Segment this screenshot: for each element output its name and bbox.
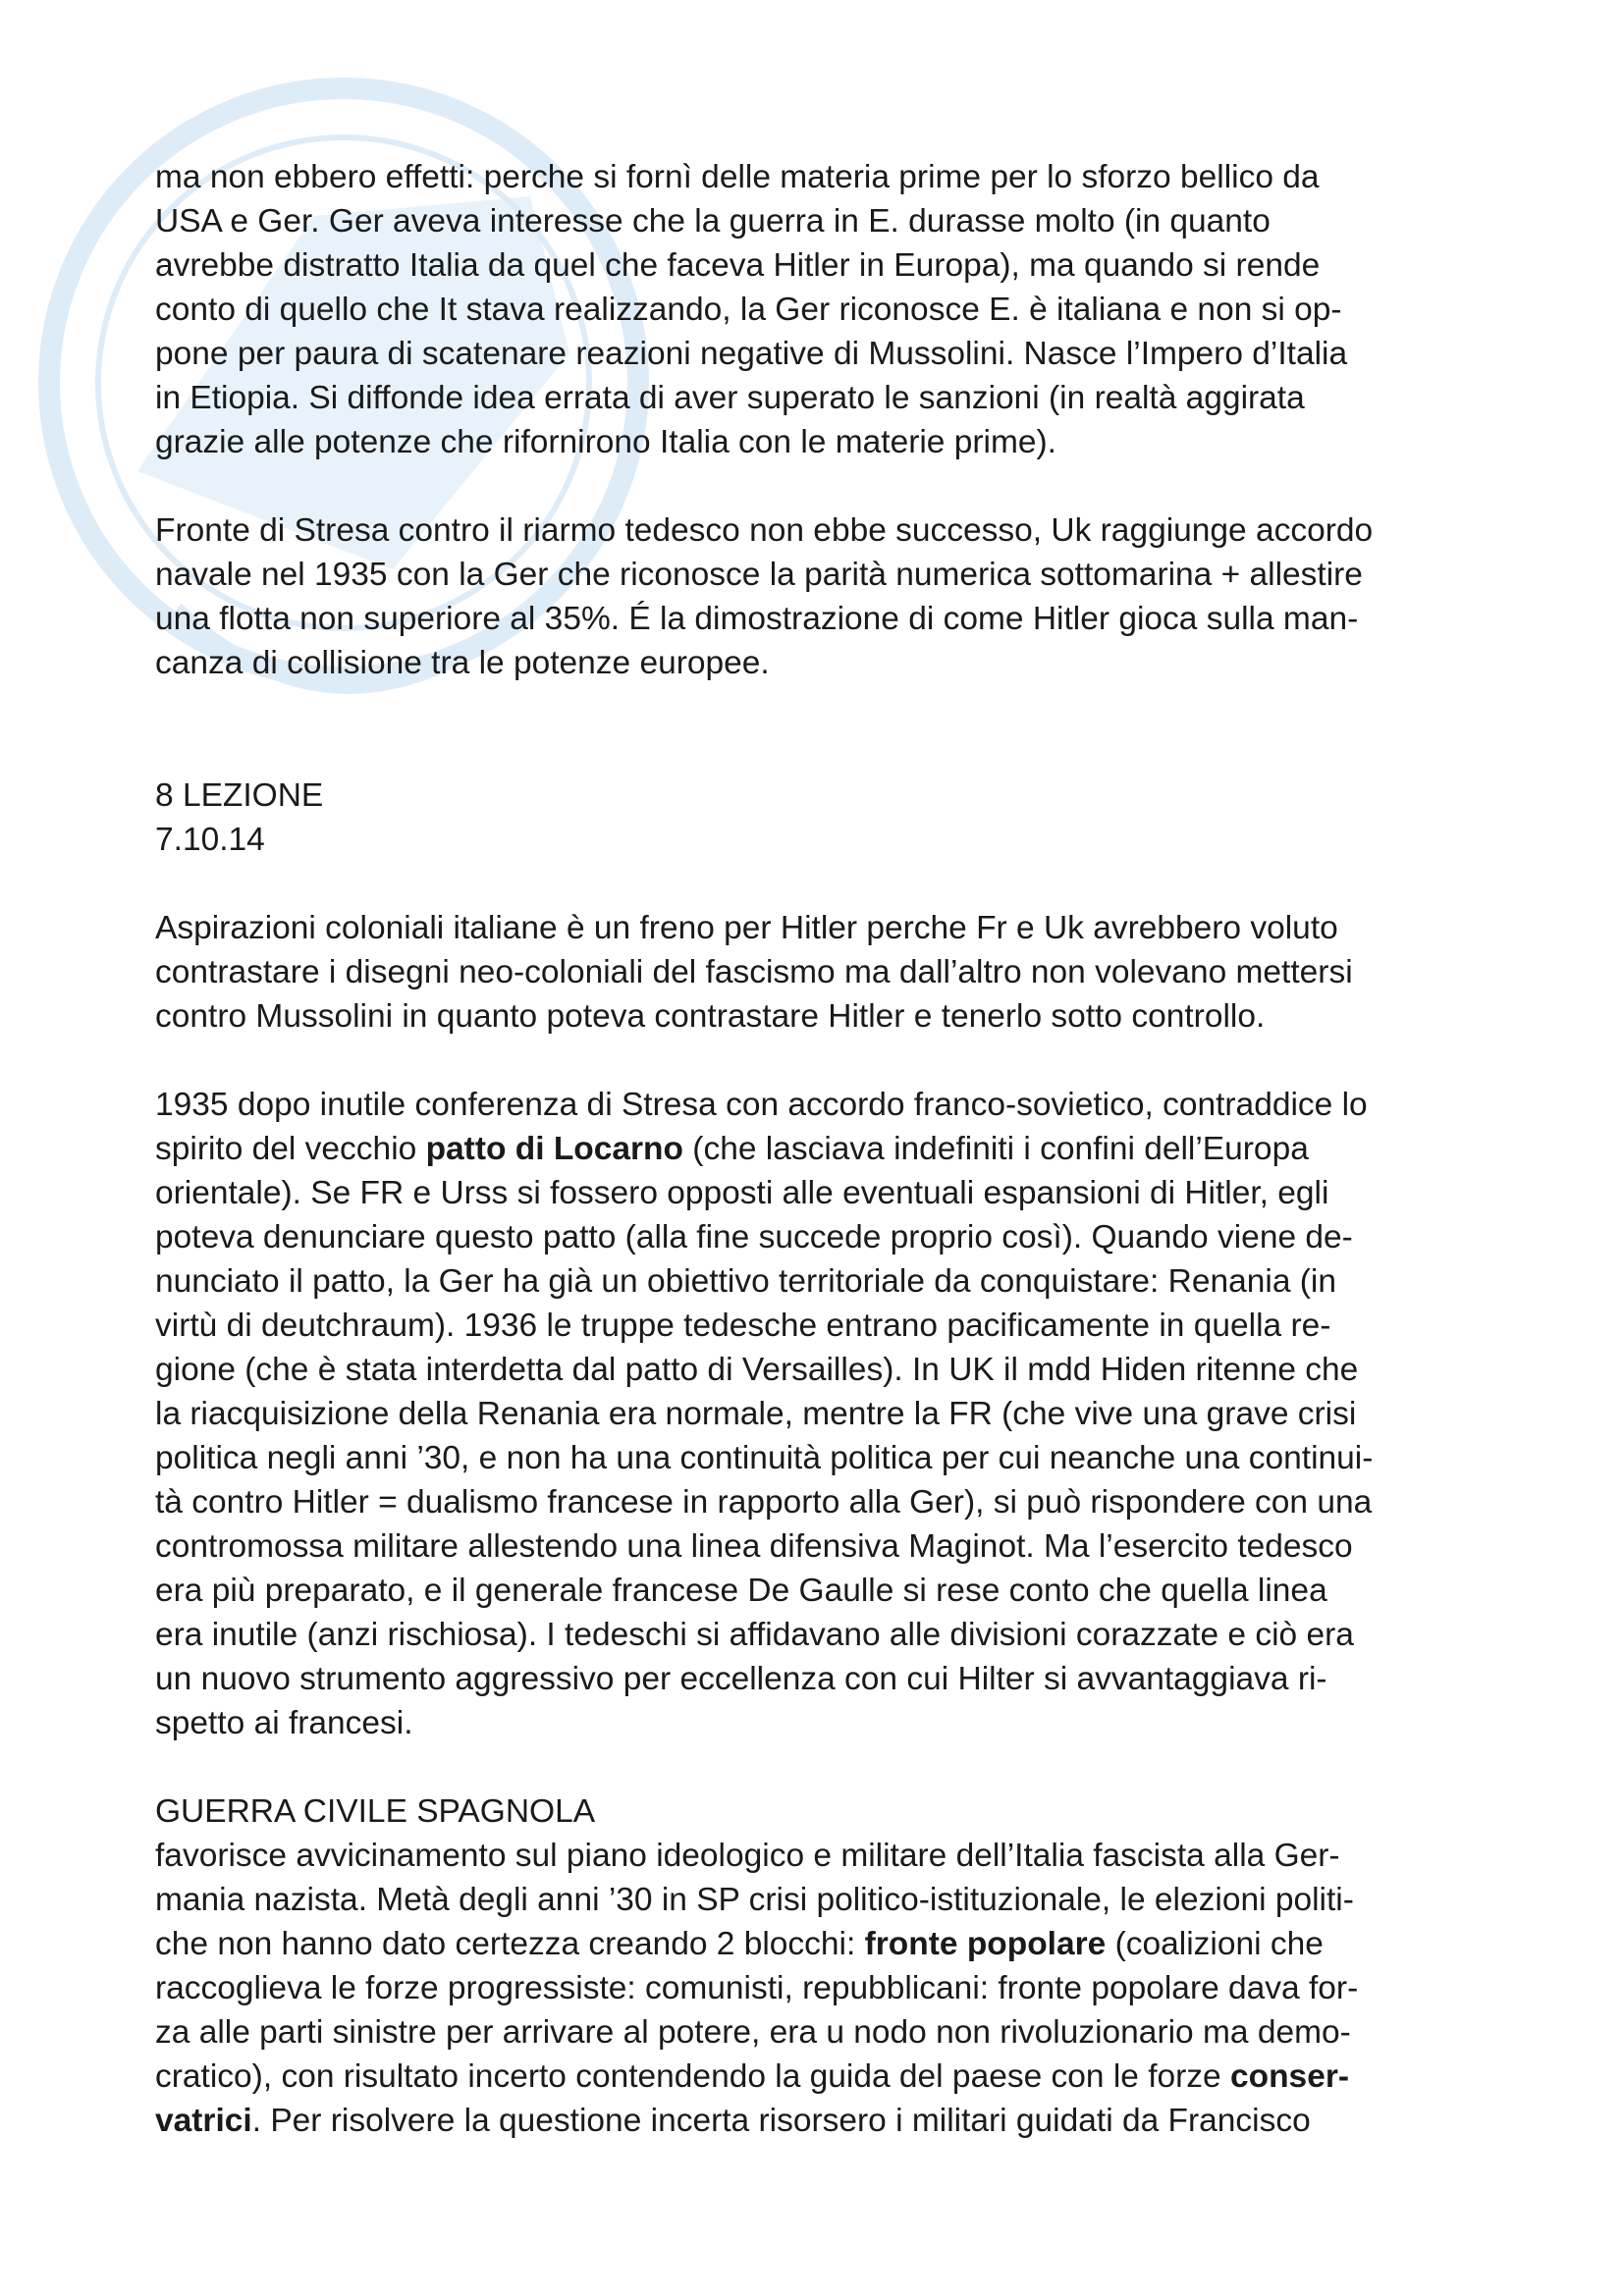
text-line: un nuovo strumento aggressivo per eccellenza con cui Hilter si avvantaggiava ri-	[155, 1661, 1327, 1697]
text-line: una flotta non superiore al 35%. É la dimostrazione di come Hitler gioca sulla man-	[155, 601, 1359, 637]
paragraph-4	[155, 1083, 1477, 1745]
section-title: GUERRA CIVILE SPAGNOLA	[155, 1793, 596, 1830]
text-line: Fronte di Stresa contro il riarmo tedesco non ebbe successo, Uk raggiunge accordo	[155, 512, 1374, 549]
text-line: era inutile (anzi rischiosa). I tedeschi si affidavano alle divisioni corazzate e ciò era	[155, 1617, 1354, 1653]
lesson-title: 8 LEZIONE	[155, 777, 324, 814]
lesson-date: 7.10.14	[155, 822, 265, 858]
text-line: spetto ai francesi.	[155, 1705, 413, 1741]
text-line: virtù di deutchraum). 1936 le truppe tedesche entrano pacificamente in quella re-	[155, 1308, 1331, 1344]
text-run: che non hanno dato certezza creando 2 blocchi:	[155, 1926, 865, 1962]
text-line: Aspirazioni coloniali italiane è un freno per Hitler perche Fr e Uk avrebbero voluto	[155, 910, 1338, 946]
text-line	[155, 2099, 1477, 2143]
text-line: favorisce avvicinamento sul piano ideologico e militare dell’Italia fascista alla Ger-	[155, 1838, 1340, 1874]
text-line: 1935 dopo inutile conferenza di Stresa con accordo franco-sovietico, contraddice lo	[155, 1087, 1368, 1123]
bold-term: vatrici	[155, 2103, 252, 2139]
text-run: spirito del vecchio	[155, 1131, 426, 1167]
text-line: USA e Ger. Ger aveva interesse che la guerra in E. durasse molto (in quanto	[155, 203, 1271, 240]
lesson-heading	[155, 774, 1477, 862]
text-line: la riacquisizione della Renania era normale, mentre la FR (che vive una grave crisi	[155, 1396, 1357, 1432]
text-line: nunciato il patto, la Ger ha già un obiettivo territoriale da conquistare: Renania (in	[155, 1263, 1336, 1300]
bold-term: patto di Locarno	[425, 1131, 683, 1167]
text-line: grazie alle potenze che rifornirono Italia con le materie prime).	[155, 424, 1056, 460]
text-line: contrastare i disegni neo-coloniali del fascismo ma dall’altro non volevano mettersi	[155, 954, 1353, 990]
text-line: contromossa militare allestendo una linea difensiva Maginot. Ma l’esercito tedesco	[155, 1528, 1353, 1565]
text-line: za alle parti sinistre per arrivare al potere, era u nodo non rivoluzionario ma demo-	[155, 2014, 1351, 2051]
paragraph-2	[155, 508, 1477, 685]
text-run: (coalizioni che	[1106, 1926, 1324, 1962]
text-line: mania nazista. Metà degli anni ’30 in SP crisi politico-istituzionale, le elezioni politi-	[155, 1882, 1354, 1918]
text-run: cratico), con risultato incerto contendendo la guida del paese con le forze	[155, 2058, 1230, 2095]
text-line	[155, 1127, 1477, 1171]
paragraph-1	[155, 155, 1477, 464]
section-spanish-civil-war	[155, 1789, 1477, 2143]
text-line: orientale). Se FR e Urss si fossero opposti alle eventuali espansioni di Hitler, egli	[155, 1175, 1329, 1211]
text-line: navale nel 1935 con la Ger che riconosce la parità numerica sottomarina + allestire	[155, 557, 1363, 593]
text-line: raccoglieva le forze progressiste: comunisti, repubblicani: fronte popolare dava for-	[155, 1970, 1359, 2006]
text-line: conto di quello che It stava realizzando, la Ger riconosce E. è italiana e non si op-	[155, 292, 1342, 328]
paragraph-3	[155, 906, 1477, 1039]
text-line: pone per paura di scatenare reazioni negative di Mussolini. Nasce l’Impero d’Italia	[155, 336, 1348, 372]
text-line	[155, 1922, 1477, 1966]
document-page	[155, 155, 1477, 2143]
text-line: avrebbe distratto Italia da quel che faceva Hitler in Europa), ma quando si rende	[155, 247, 1321, 284]
text-line: contro Mussolini in quanto poteva contrastare Hitler e tenerlo sotto controllo.	[155, 998, 1266, 1035]
text-line: in Etiopia. Si diffonde idea errata di aver superato le sanzioni (in realtà aggirata	[155, 380, 1305, 416]
bold-term: conser-	[1230, 2058, 1350, 2095]
text-line: ma non ebbero effetti: perche si fornì delle materia prime per lo sforzo bellico da	[155, 159, 1320, 195]
text-line: tà contro Hitler = dualismo francese in rapporto alla Ger), si può rispondere con una	[155, 1484, 1373, 1521]
bold-term: fronte popolare	[864, 1926, 1107, 1962]
text-line: poteva denunciare questo patto (alla fine succede proprio così). Quando viene de-	[155, 1219, 1353, 1255]
text-line: era più preparato, e il generale francese De Gaulle si rese conto che quella linea	[155, 1573, 1327, 1609]
text-run: (che lasciava indefiniti i confini dell’Europa	[682, 1131, 1309, 1167]
text-run: . Per risolvere la questione incerta risorsero i militari guidati da Francisco	[251, 2103, 1311, 2139]
text-line: canza di collisione tra le potenze europee.	[155, 645, 770, 681]
text-line: gione (che è stata interdetta dal patto di Versailles). In UK il mdd Hiden ritenne che	[155, 1352, 1359, 1388]
text-line	[155, 2055, 1477, 2099]
text-line: politica negli anni ’30, e non ha una continuità politica per cui neanche una continui-	[155, 1440, 1374, 1476]
